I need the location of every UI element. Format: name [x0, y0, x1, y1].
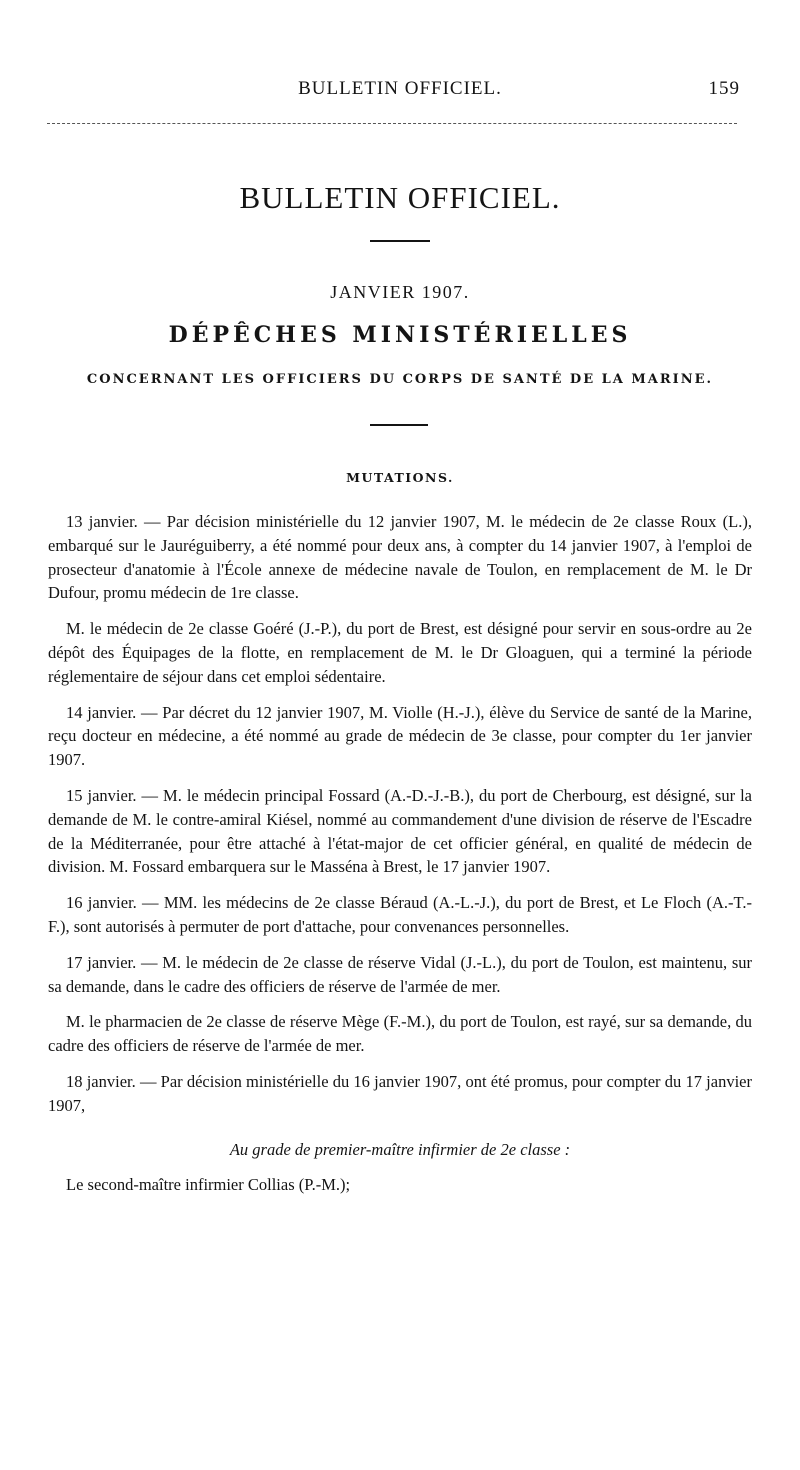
paragraph: M. le pharmacien de 2e classe de réserve Mège (F.-M.), du port de Toulon, est rayé, sur sa demande, du cadre des officiers de réserve de l'armée de mer. — [48, 1012, 752, 1056]
paragraph: 17 janvier. — M. le médecin de 2e classe de réserve Vidal (J.-L.), du port de Toulon, est maintenu, sur sa demande, dans le cadre des officiers de réserve de l'armée de mer. — [48, 952, 752, 996]
title-rule — [370, 240, 430, 242]
header-rule — [47, 123, 737, 124]
page-number: 159 — [708, 78, 740, 99]
paragraph: 15 janvier. — M. le médecin principal Fossard (A.-D.-J.-B.), du port de Cherbourg, est désigné, sur la demande de M. le contre-amiral Kiésel, nommé au commandement d'une division de réserve de l'Escadre de la Méditerranée, pour être attaché à l'état-major de cet officier général, en qualité de médecin de division. M. Fossard embarquera sur le Masséna à Brest, le 17 janvier 1907. — [48, 785, 752, 877]
main-title: BULLETIN OFFICIEL. — [239, 180, 561, 215]
paragraph: 18 janvier. — Par décision ministérielle du 16 janvier 1907, ont été promus, pour compter du 17 janvier 1907, — [48, 1071, 752, 1115]
running-head-title: BULLETIN OFFICIEL. — [298, 78, 502, 99]
body-text — [48, 510, 752, 1209]
section-rule — [370, 424, 428, 426]
month-heading: JANVIER 1907. — [330, 282, 470, 302]
running-head — [48, 78, 752, 102]
paragraph: 13 janvier. — Par décision ministérielle du 12 janvier 1907, M. le médecin de 2e classe Roux (L.), embarqué sur le Jauréguiberry, a été nommé pour deux ans, à compter du 14 janvier 1907, à l'emploi de prosecteur d'anatomie à l'École annexe de médecine navale de Toulon, en remplacement de M. le Dr Dufour, promu médecin de 1re classe. — [48, 512, 752, 603]
mutations-heading: MUTATIONS. — [346, 470, 454, 485]
paragraph: 16 janvier. — MM. les médecins de 2e classe Béraud (A.-L.-J.), du port de Brest, et Le Floch (A.-T.-F.), sont autorisés à permuter de port d'attache, pour convenances personnelles. — [48, 893, 752, 936]
section-title: DÉPÊCHES MINISTÉRIELLES — [168, 322, 632, 348]
paragraph: M. le médecin de 2e classe Goéré (J.-P.), du port de Brest, est désigné pour servir en sous-ordre au 2e dépôt des Équipages de la flotte, en remplacement de M. le Dr Gloaguen, qui a terminé la période réglementaire de séjour dans cet emploi sédentaire. — [48, 619, 752, 686]
last-line: Le second-maître infirmier Collias (P.-M.); — [66, 1175, 351, 1195]
paragraph: 14 janvier. — Par décret du 12 janvier 1907, M. Violle (H.-J.), élève du Service de santé de la Marine, reçu docteur en médecine, a été nommé au grade de médecin de 3e classe, pour compter du 1er janvier 1907. — [48, 702, 752, 770]
section-subtitle: CONCERNANT LES OFFICIERS DU CORPS DE SANTÉ DE LA MARINE. — [86, 372, 714, 387]
promotion-heading: Au grade de premier-maître infirmier de 2e classe : — [229, 1139, 571, 1159]
